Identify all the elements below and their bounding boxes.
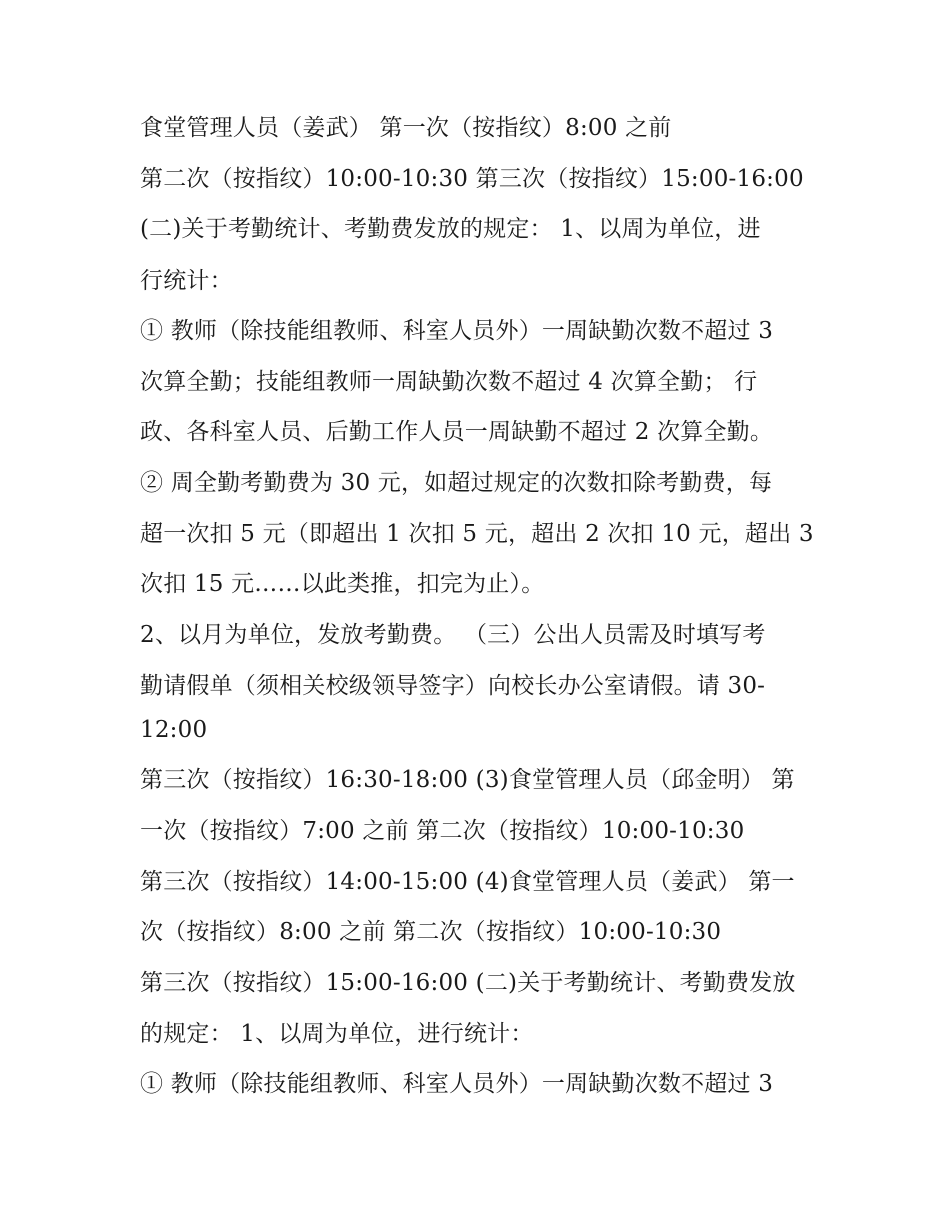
text-line: 次扣 15 元……以此类推，扣完为止）。: [140, 571, 545, 597]
text-line: ② 周全勤考勤费为 30 元，如超过规定的次数扣除考勤费，每: [140, 470, 773, 496]
text-line: 2、以月为单位，发放考勤费。 （三）公出人员需及时填写考: [140, 622, 766, 648]
text-line: (二)关于考勤统计、考勤费发放的规定： 1、以周为单位，进: [140, 216, 761, 242]
text-line: 第三次（按指纹）16:30-18:00 (3)食堂管理人员（邱金明） 第: [140, 767, 795, 793]
text-line: 12:00: [140, 717, 208, 743]
text-line: 第三次（按指纹）14:00-15:00 (4)食堂管理人员（姜武） 第一: [140, 869, 795, 895]
text-line: 勤请假单（须相关校级领导签字）向校长办公室请假。请 30-: [140, 673, 766, 699]
text-line: 次（按指纹）8:00 之前 第二次（按指纹）10:00-10:30: [140, 919, 722, 945]
text-line: 次算全勤；技能组教师一周缺勤次数不超过 4 次算全勤； 行: [140, 369, 758, 395]
text-line: ① 教师（除技能组教师、科室人员外）一周缺勤次数不超过 3: [140, 318, 774, 344]
text-line: 行统计：: [140, 268, 233, 294]
text-line: 政、各科室人员、后勤工作人员一周缺勤不超过 2 次算全勤。: [140, 419, 774, 445]
text-line: ① 教师（除技能组教师、科室人员外）一周缺勤次数不超过 3: [140, 1071, 774, 1097]
text-line: 第二次（按指纹）10:00-10:30 第三次（按指纹）15:00-16:00: [140, 166, 804, 192]
text-line: 第三次（按指纹）15:00-16:00 (二)关于考勤统计、考勤费发放: [140, 970, 796, 996]
text-line: 的规定： 1、以周为单位，进行统计：: [140, 1021, 534, 1047]
text-line: 超一次扣 5 元（即超出 1 次扣 5 元，超出 2 次扣 10 元，超出 3: [140, 521, 814, 547]
text-line: 一次（按指纹）7:00 之前 第二次（按指纹）10:00-10:30: [140, 818, 745, 844]
text-line: 食堂管理人员（姜武） 第一次（按指纹）8:00 之前: [140, 115, 672, 141]
